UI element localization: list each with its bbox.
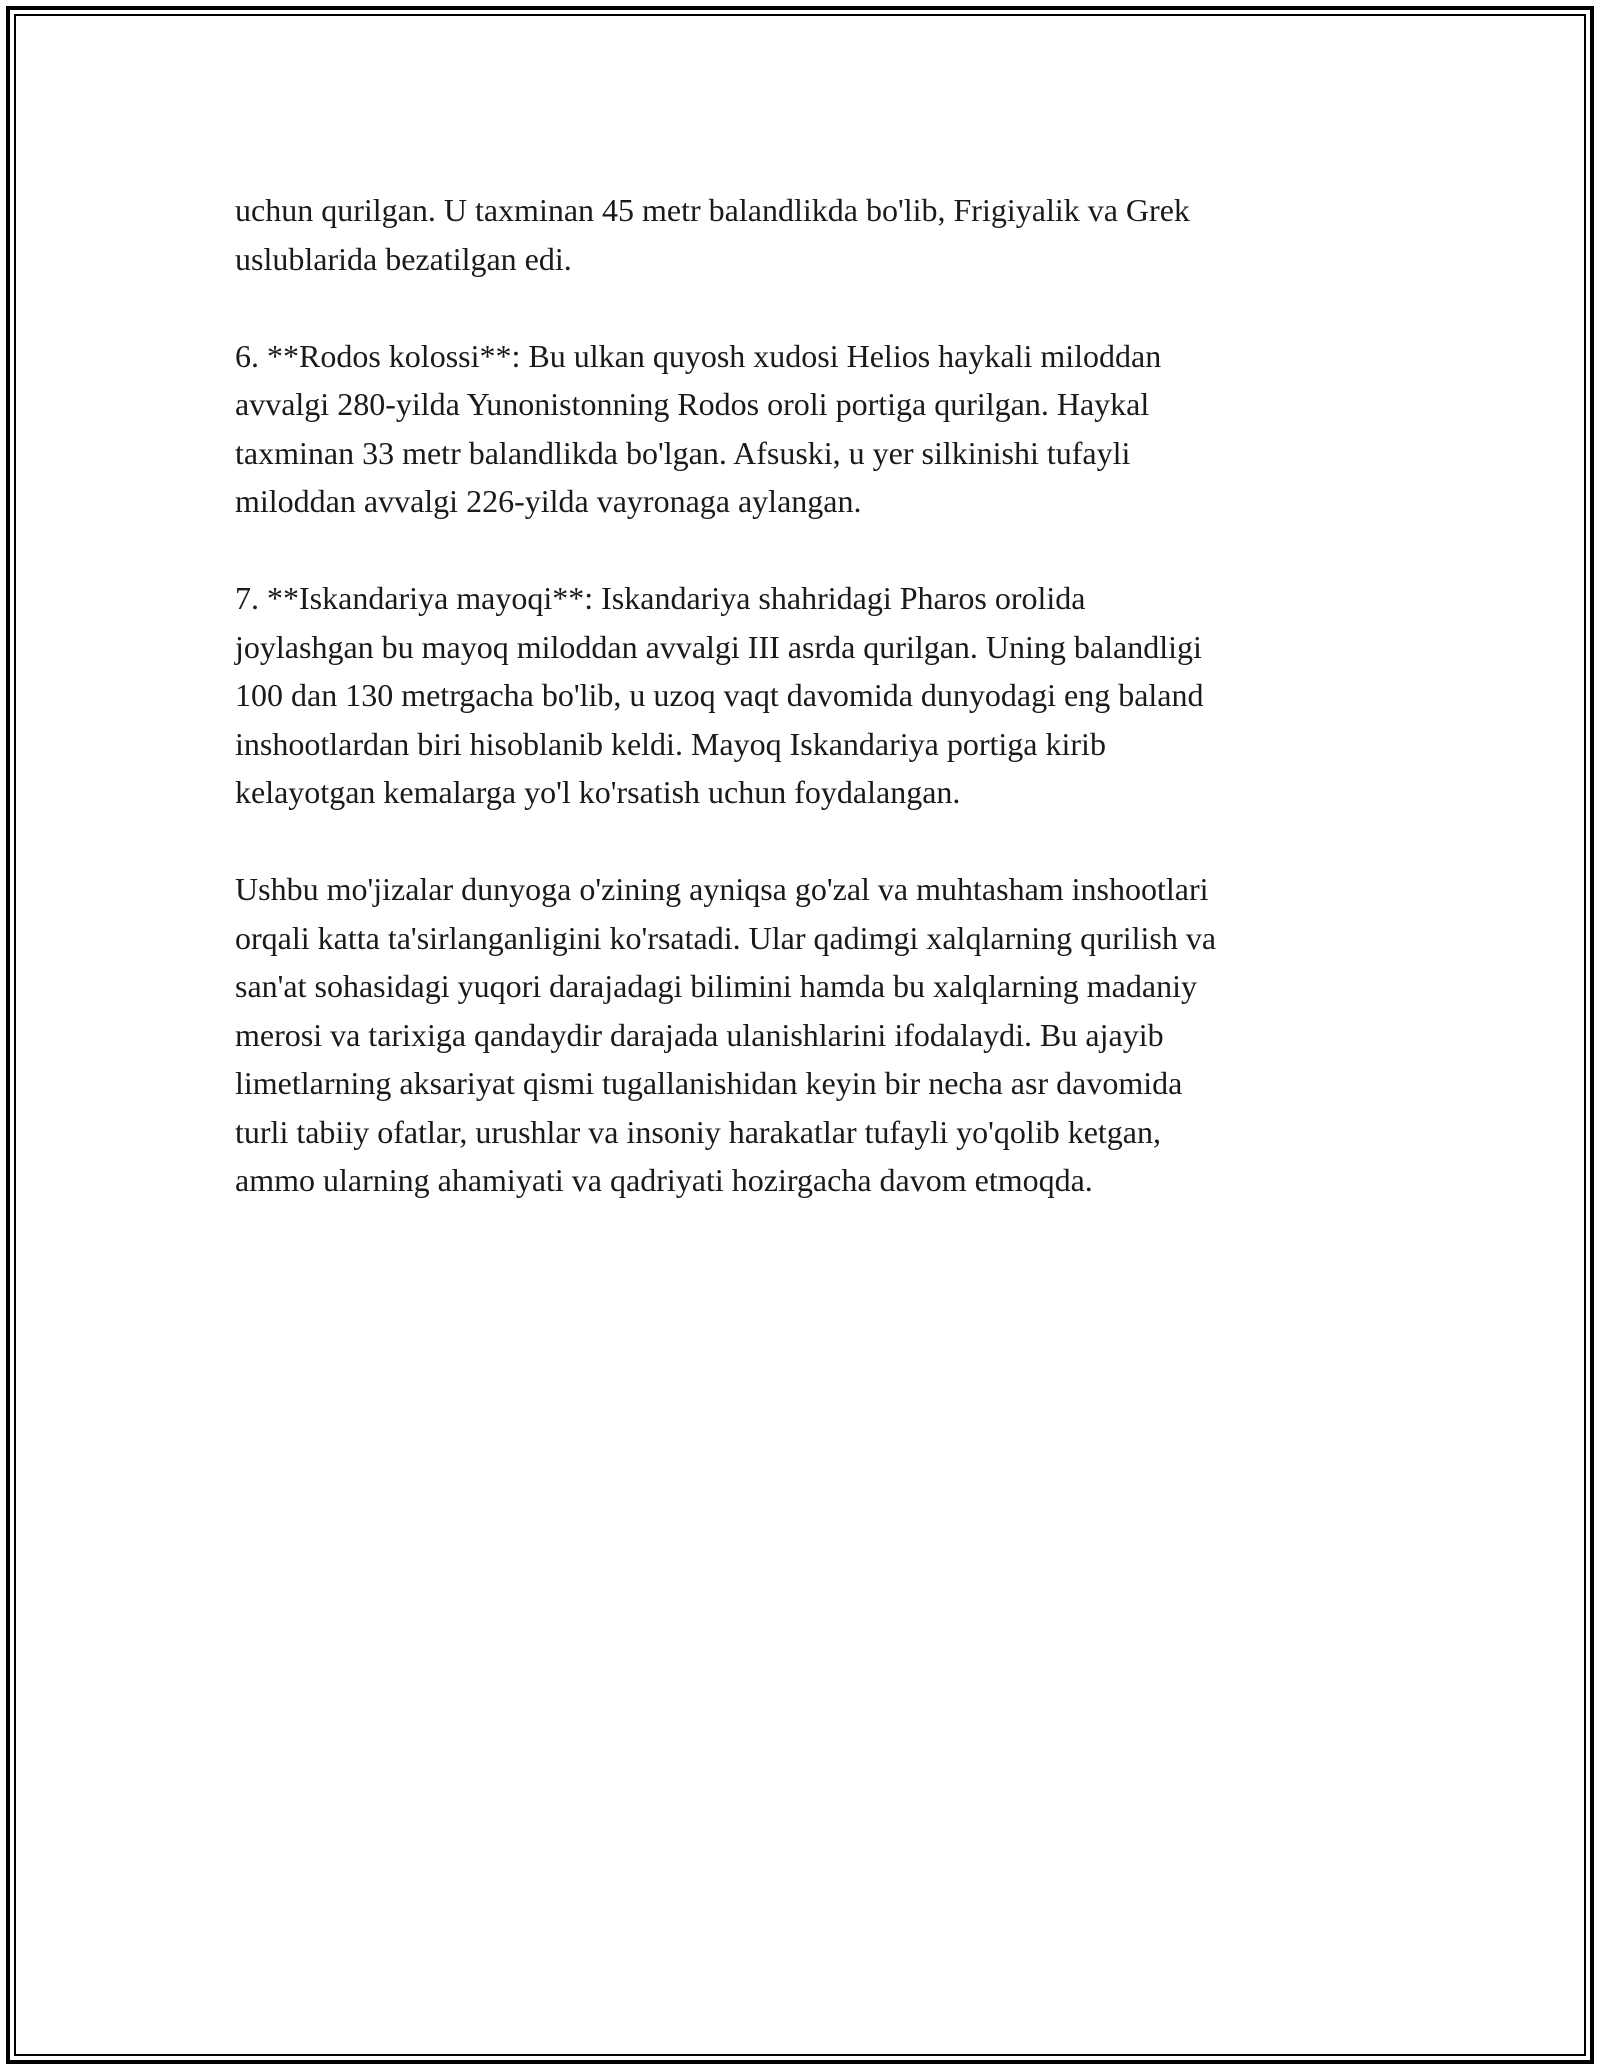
text-line: taxminan 33 metr balandlikda bo'lgan. Afsuski, u yer silkinishi tufayli (235, 434, 1131, 471)
paragraph-conclusion (235, 865, 1395, 1205)
text-line: inshootlardan biri hisoblanib keldi. Mayoq Iskandariya portiga kirib (235, 725, 1106, 762)
document-body (235, 186, 1395, 1253)
text-line: miloddan avvalgi 226-yilda vayronaga aylangan. (235, 483, 862, 519)
text-line: uslublarida bezatilgan edi. (235, 240, 572, 277)
text-line: joylashgan bu mayoq miloddan avvalgi III asrda qurilgan. Uning balandligi (235, 628, 1202, 665)
text-line: 6. **Rodos kolossi**: Bu ulkan quyosh xudosi Helios haykali miloddan (235, 337, 1162, 374)
paragraph-intro-continuation (235, 186, 1395, 283)
text-line: orqali katta ta'sirlanganligini ko'rsatadi. Ular qadimgi xalqlarning qurilish va (235, 919, 1217, 956)
text-line: san'at sohasidagi yuqori darajadagi bilimini hamda bu xalqlarning madaniy (235, 968, 1197, 1004)
paragraph-iskandariya-mayoqi (235, 574, 1395, 817)
text-line: turli tabiiy ofatlar, urushlar va insoniy harakatlar tufayli yo'qolib ketgan, (235, 1113, 1161, 1150)
text-line: 100 dan 130 metrgacha bo'lib, u uzoq vaqt davomida dunyodagi eng baland (235, 677, 1204, 713)
text-line: merosi va tarixiga qandaydir darajada ulanishlarini ifodalaydi. Bu ajayib (235, 1016, 1164, 1053)
text-line: 7. **Iskandariya mayoqi**: Iskandariya shahridagi Pharos orolida (235, 580, 1086, 616)
text-line: ammo ularning ahamiyati va qadriyati hozirgacha davom etmoqda. (235, 1162, 1093, 1198)
text-line: kelayotgan kemalarga yo'l ko'rsatish uchun foydalangan. (235, 774, 961, 810)
text-line: uchun qurilgan. U taxminan 45 metr balandlikda bo'lib, Frigiyalik va Grek (235, 192, 1190, 228)
text-line: Ushbu mo'jizalar dunyoga o'zining ayniqsa go'zal va muhtasham inshootlari (235, 871, 1209, 907)
text-line: avvalgi 280-yilda Yunonistonning Rodos oroli portiga qurilgan. Haykal (235, 386, 1150, 422)
text-line: limetlarning aksariyat qismi tugallanishidan keyin bir necha asr davomida (235, 1065, 1183, 1101)
paragraph-rodos-kolossi (235, 332, 1395, 526)
